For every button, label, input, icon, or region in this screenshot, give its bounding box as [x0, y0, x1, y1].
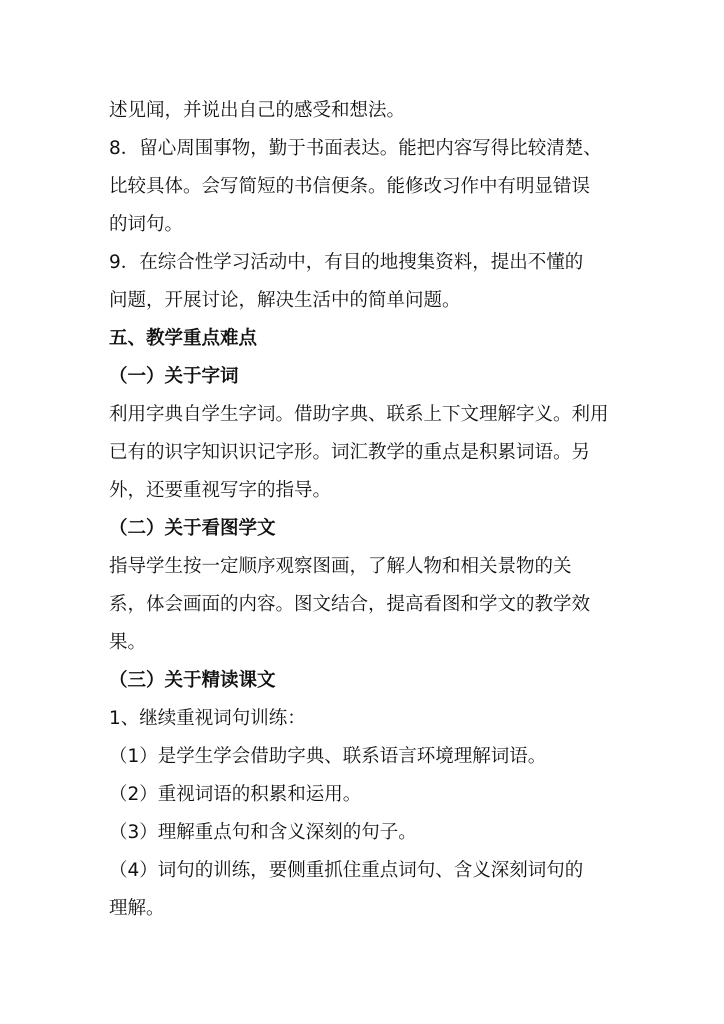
text-line: 述见闻，并说出自己的感受和想法。	[109, 100, 406, 121]
document-body	[109, 92, 624, 928]
text-line: 的词句。	[109, 214, 184, 235]
text-line: 果。	[109, 632, 147, 653]
text-line: 理解。	[109, 898, 165, 919]
text-line: 外，还要重视写字的指导。	[109, 480, 332, 501]
list-item: （4）词句的训练，要侧重抓住重点词句、含义深刻词句的	[109, 860, 584, 881]
subsection-heading: （一）关于字词	[109, 366, 239, 387]
text-line: 系，体会画面的内容。图文结合，提高看图和学文的教学效	[109, 594, 591, 615]
text-line: 问题，开展讨论，解决生活中的简单问题。	[109, 290, 461, 311]
subsection-heading: （二）关于看图学文	[109, 518, 276, 539]
text-line: 比较具体。会写简短的书信便条。能修改习作中有明显错误	[109, 176, 591, 197]
list-item: （3）理解重点句和含义深刻的句子。	[109, 822, 417, 843]
section-heading: 五、教学重点难点	[109, 328, 258, 349]
list-item: （1）是学生学会借助字典、联系语言环境理解词语。	[109, 746, 547, 767]
text-line: 9．在综合性学习活动中，有目的地搜集资料，提出不懂的	[109, 252, 584, 273]
subsection-heading: （三）关于精读课文	[109, 670, 276, 691]
text-line: 指导学生按一定顺序观察图画，了解人物和相关景物的关	[109, 556, 572, 577]
text-line: 利用字典自学生字词。借助字典、联系上下文理解字义。利用	[109, 404, 609, 425]
list-item: （2）重视词语的积累和运用。	[109, 784, 362, 805]
text-line: 已有的识字知识识记字形。词汇教学的重点是积累词语。另	[109, 442, 591, 463]
text-line: 8．留心周围事物，勤于书面表达。能把内容写得比较清楚、	[109, 138, 602, 159]
text-line: 1、继续重视词句训练：	[109, 708, 306, 729]
